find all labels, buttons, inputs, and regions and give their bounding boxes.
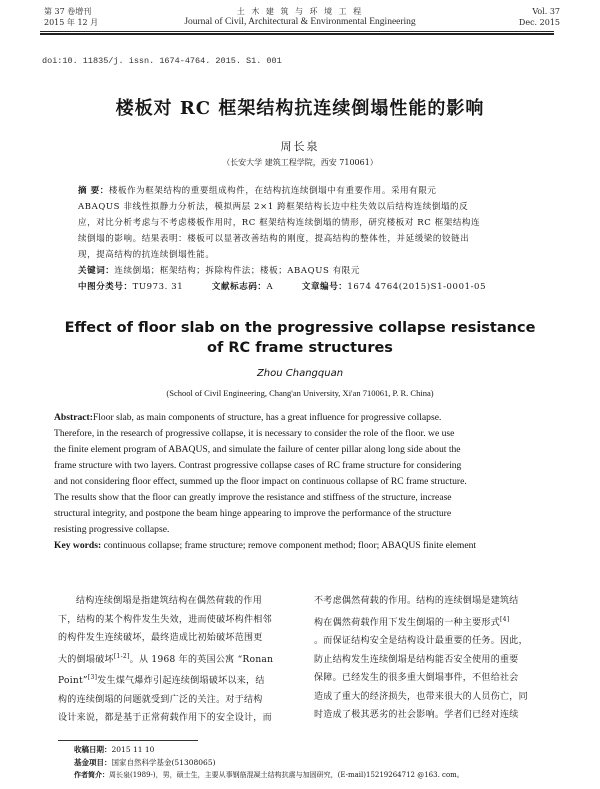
citation: [3]: [87, 674, 98, 681]
citation: [4]: [500, 615, 510, 623]
abstract-en-label: Abstract:: [54, 412, 93, 423]
body-line: 构在偶然荷载作用下发生倒塌的一种主要形式[4]: [314, 615, 510, 628]
abstract-cn-label: 摘 要：: [78, 186, 109, 196]
footnote-fund: 基金项目：国家自然科学基金(51308065): [74, 757, 216, 767]
abstract-en-line: the finite element program of ABAQUS, and simulate the failure of center pillar along long side about the: [54, 444, 461, 455]
header-rule-thin: [40, 31, 554, 32]
body-line: 结构连续倒塌是指建筑结构在偶然荷载的作用: [76, 596, 263, 606]
title-en-line: Effect of floor slab on the progressive collapse resistance: [64, 320, 536, 336]
body-line: 保障。已经发生的很多重大倒塌事件，不但给社会: [314, 673, 519, 683]
abstract-en-line: and not considering floor effect, summed up the floor impact on continuous collapse of RC frame structure.: [54, 476, 467, 487]
body-line: 时造成了极其恶劣的社会影响。学者们已经对连续: [314, 710, 519, 720]
abstract-en: [54, 410, 550, 554]
keywords-en-label: Key words:: [54, 540, 102, 551]
abstract-cn: [78, 183, 548, 295]
body-line: 。而保证结构安全是结构设计最重要的任务。因此，: [314, 636, 528, 646]
title-cn: 楼板对 RC 框架结构抗连续倒塌性能的影响: [115, 98, 485, 119]
author-en: Zhou Changquan: [256, 368, 344, 379]
footnote-received: 收稿日期：2015 11 10: [74, 745, 155, 754]
abstract-cn-line: 现，提高结构的抗连续倒塌性能。: [78, 250, 215, 260]
footnote-rule: [58, 740, 198, 741]
keywords-cn-label: 关键词：: [78, 266, 115, 276]
body-column-right: [314, 592, 554, 725]
body-line: 设计来说，都是基于正常荷载作用下的安全设计，而: [58, 713, 272, 723]
header-journal-cn: 土 木 建 筑 与 环 境 工 程: [236, 7, 364, 16]
abstract-cn-line: 摘 要：楼板作为框架结构的重要组成构件，在结构抗连续倒塌中有重要作用。采用有限元: [78, 186, 437, 196]
affiliation-cn: （长安大学 建筑工程学院，西安 710061）: [222, 158, 378, 167]
abstract-cn-line: 应，对比分析考虑与不考虑楼板作用时，RC 框架结构连续倒塌的情形，研究楼板对 RC 框架结构连: [78, 218, 481, 228]
abstract-en-line: The results show that the floor can greatly improve the resistance and stiffness of the structure, increase: [54, 492, 452, 503]
abstract-en-line: Abstract:Floor slab, as main components of structure, has a great influence for progressive collapse.: [54, 412, 442, 423]
title-en-line: of RC frame structures: [207, 340, 393, 356]
abstract-en-line: resisting progressive collapse.: [54, 524, 170, 535]
doi: doi:10. 11835/j. issn. 1674-4764. 2015. S1. 001: [42, 56, 282, 66]
affiliation-en: (School of Civil Engineering, Chang'an University, Xi'an 710061, P. R. China): [166, 388, 434, 398]
footnotes: [74, 744, 564, 782]
body-line: 造成了重大的经济损失，也带来很大的人员伤亡，同: [314, 691, 528, 702]
classification-cn: 中图分类号：TU973. 31 文献标志码：A 文章编号：1674 4764(2015)S1-0001-05: [78, 282, 487, 292]
abstract-en-line: frame structure with two layers. Contrast progressive collapse cases of RC frame structure for considering: [54, 460, 462, 471]
footnote-author: 作者简介：周长泉(1989-)，男，硕士生，主要从事钢筋混凝土结构抗震与加固研究，(E-mail)15219264712 @163. com。: [74, 770, 464, 779]
header-volume-en: Vol. 37: [532, 7, 560, 16]
header-date-en: Dec. 2015: [518, 18, 560, 27]
keywords-cn: 关键词：连续倒塌；框架结构；拆除构件法；楼板；ABAQUS 有限元: [78, 266, 360, 276]
body-column-left: [58, 592, 304, 728]
title-en: [40, 318, 560, 358]
abstract-cn-line: ABAQUS 非线性拟静力分析法，模拟两层 2×1 跨框架结构长边中柱失效以后结构连续倒塌的反: [78, 202, 469, 212]
header-date-cn: 2015 年 12 月: [44, 18, 99, 27]
header-journal-en: Journal of Civil, Architectural & Environmental Engineering: [184, 17, 416, 27]
keywords-en: Key words: continuous collapse; frame structure; remove component method; floor; ABAQUS finite element: [54, 540, 477, 551]
citation: [1-2]: [113, 652, 130, 660]
body-line: 的构件发生连续破坏，最终造成比初始破坏范围更: [58, 633, 263, 643]
body-line: Point”[3]发生煤气爆炸引起连续倒塌破坏以来，结: [58, 674, 265, 686]
abstract-en-line: structural integrity, and postpone the beam hinge appearing to improve the performance of the structure: [54, 508, 452, 519]
abstract-cn-line: 续倒塌的影响。结果表明：楼板可以显著改善结构的刚度，提高结构的整体性，并延缓梁的铰链出: [78, 234, 470, 244]
author-cn: 周长泉: [280, 140, 320, 153]
body-line: 构的连续倒塌的问题就受到广泛的关注。对于结构: [58, 694, 263, 705]
body-line: 下，结构的某个构件发生失效，进而使破坏构件相邻: [58, 614, 272, 625]
body-line: 大的倒塌破坏[1-2]。从 1968 年的英国公寓 “Ronan: [58, 652, 274, 665]
header-rule-thick: [40, 33, 554, 35]
body-line: 不考虑偶然荷载的作用。结构的连续倒塌是建筑结: [314, 596, 519, 606]
body-line: 防止结构发生连续倒塌是结构能否安全使用的重要: [314, 654, 519, 665]
header-volume-cn: 第 37 卷增刊: [44, 7, 92, 16]
abstract-en-line: Therefore, in the research of progressive collapse, it is necessary to consider the role of the floor. we use: [54, 428, 455, 439]
